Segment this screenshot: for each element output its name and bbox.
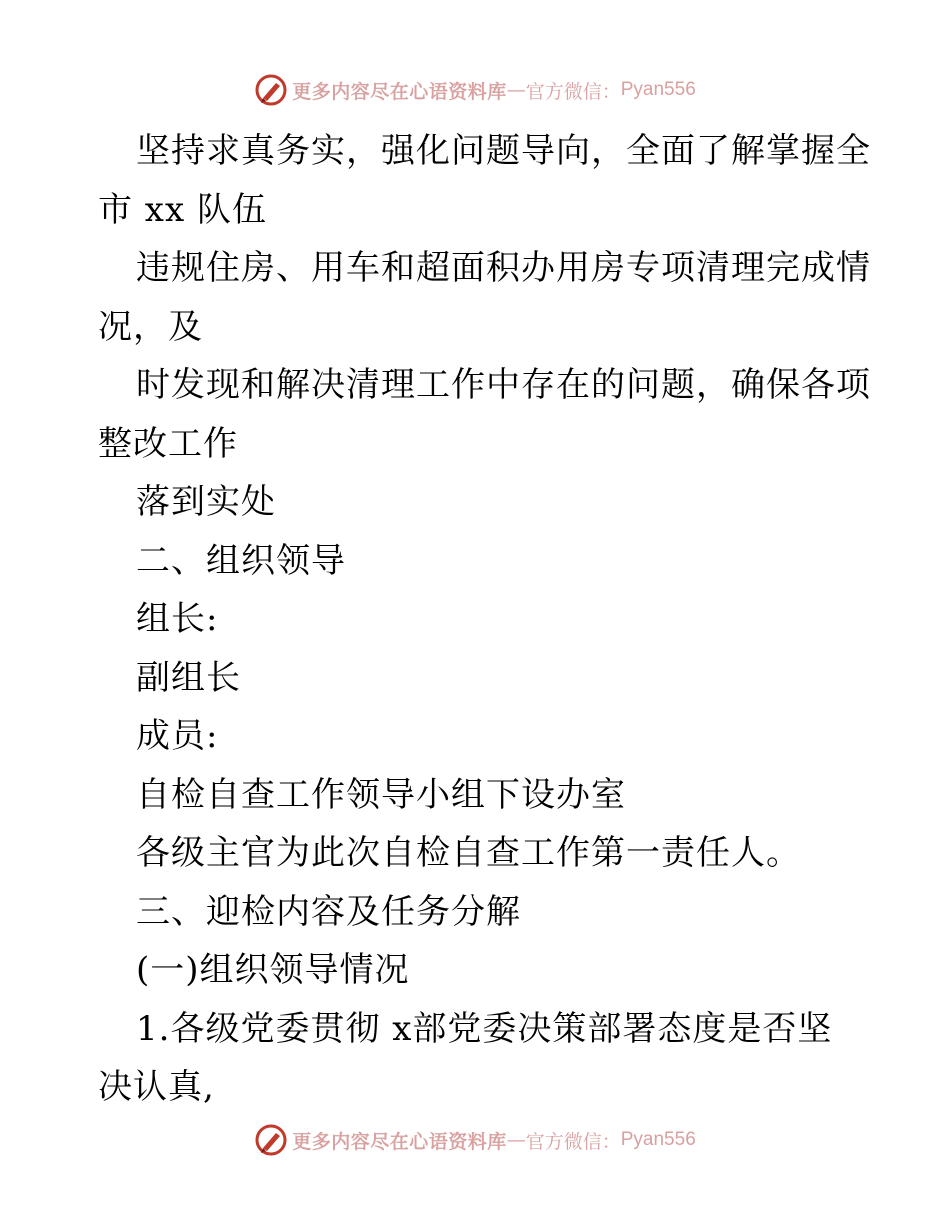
paragraph-line: 自检自查工作领导小组下设办室: [136, 774, 626, 815]
watermark-brand: 更多内容尽在心语资料库: [292, 1130, 507, 1153]
watermark-separator: —: [506, 79, 526, 101]
section-heading: 三、迎检内容及任务分解: [136, 891, 521, 932]
subsection-heading: (一)组织领导情况: [136, 950, 410, 990]
paragraph-line: 成员:: [136, 716, 219, 756]
pen-logo-icon: [254, 73, 288, 107]
paragraph-line: 时发现和解决清理工作中存在的问题，确保各项: [136, 365, 871, 405]
body-text: [98, 122, 871, 1117]
paragraph-line: 落到实处: [136, 482, 276, 522]
watermark-contact-id: Pyan556: [620, 79, 696, 100]
watermark-contact-label: 官方微信：: [525, 80, 621, 103]
watermark-separator: —: [506, 1129, 526, 1151]
header-watermark: [0, 70, 950, 110]
watermark-contact-label: 官方微信：: [525, 1130, 621, 1153]
paragraph-line: 违规住房、用车和超面积办用房专项清理完成情: [136, 248, 871, 288]
paragraph-line: 决认真,: [98, 1067, 215, 1107]
paragraph-line: 各级主官为此次自检自查工作第一责任人。: [136, 833, 801, 873]
watermark-contact-id: Pyan556: [620, 1129, 696, 1150]
footer-watermark: [0, 1120, 950, 1160]
paragraph-line: 市 xx 队伍: [98, 189, 267, 230]
section-heading: 二、组织领导: [136, 540, 346, 581]
paragraph-line: 1.各级党委贯彻 x部党委决策部署态度是否坚: [136, 1008, 833, 1049]
paragraph-line: 副组长: [136, 657, 241, 698]
watermark-brand: 更多内容尽在心语资料库: [292, 80, 507, 103]
paragraph-line: 组长:: [136, 599, 219, 639]
paragraph-line: 整改工作: [98, 423, 238, 464]
paragraph-line: 坚持求真务实，强化问题导向，全面了解掌握全: [136, 131, 871, 171]
pen-logo-icon: [254, 1123, 288, 1157]
paragraph-line: 况，及: [98, 306, 203, 347]
